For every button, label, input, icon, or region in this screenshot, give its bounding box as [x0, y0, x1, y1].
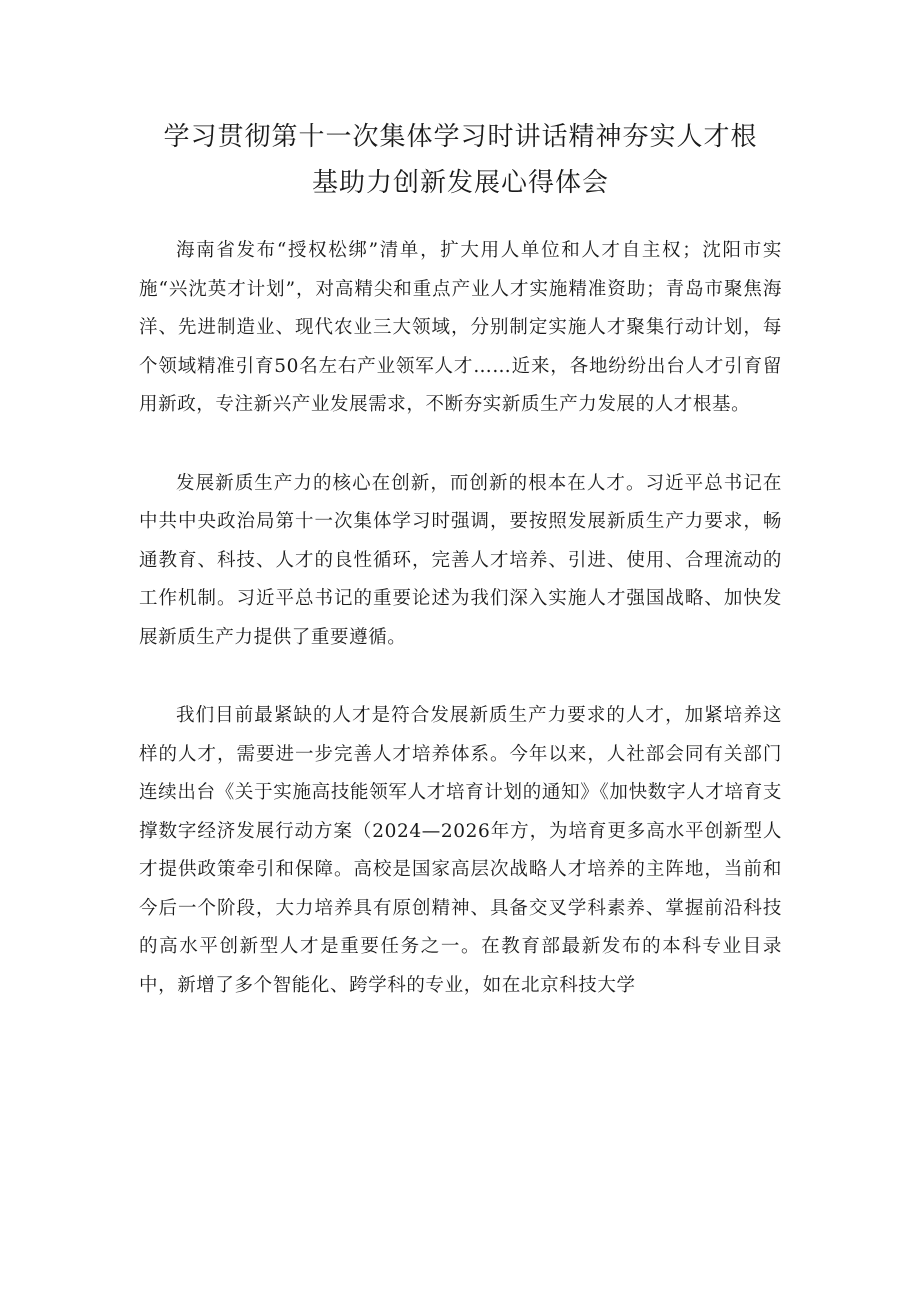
paragraph-3: 我们目前最紧缺的人才是符合发展新质生产力要求的人才，加紧培养这样的人才，需要进一步完善人才培养体系。今年以来，人社部会同有关部门连续出台《关于实施高技能领军人才培育计划的通知》《加快数字人才培育支撑数字经济发展行动方案（2024—2026年方，为培育更多高水平创新型人才提供政策牵引和保障。高校是国家高层次战略人才培养的主阵地，当前和今后一个阶段，大力培养具有原创精神、具备交叉学科素养、掌握前沿科技的高水平创新型人才是重要任务之一。在教育部最新发布的本科专业目录中，新增了多个智能化、跨学科的专业，如在北京科技大学: [139, 705, 782, 996]
title-line-2: 基助力创新发展心得体会: [311, 168, 609, 198]
document-title: [139, 114, 782, 206]
title-line-1: 学习贯彻第十一次集体学习时讲话精神夯实人才根: [163, 122, 758, 152]
paragraph-1: 海南省发布“授权松绑”清单，扩大用人单位和人才自主权；沈阳市实施“兴沈英才计划”，对高精尖和重点产业人才实施精准资助；青岛市聚焦海洋、先进制造业、现代农业三大领域，分别制定实施人才聚集行动计划，每个领域精准引育50名左右产业领军人才……近来，各地纷纷出台人才引育留用新政，专注新兴产业发展需求，不断夯实新质生产力发展的人才根基。: [139, 240, 782, 415]
paragraph-2: 发展新质生产力的核心在创新，而创新的根本在人才。习近平总书记在中共中央政治局第十一次集体学习时强调，要按照发展新质生产力要求，畅通教育、科技、人才的良性循环，完善人才培养、引进、使用、合理流动的工作机制。习近平总书记的重要论述为我们深入实施人才强国战略、加快发展新质生产力提供了重要遵循。: [139, 472, 782, 648]
document-body: [139, 232, 782, 1005]
